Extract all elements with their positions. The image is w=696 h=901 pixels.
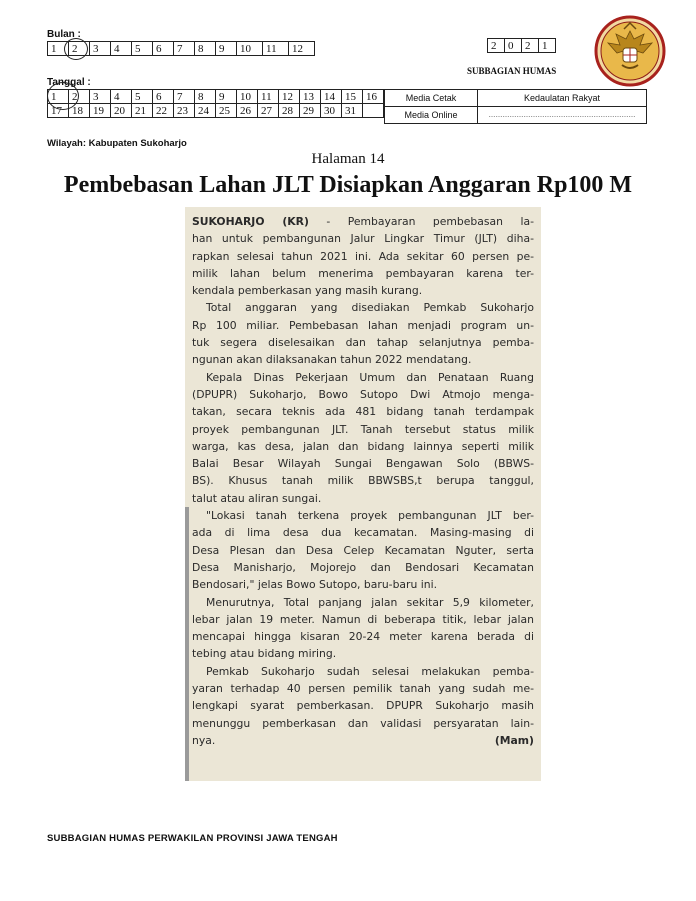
month-cell: 11 [263, 42, 289, 56]
article-line: nya. [192, 733, 216, 747]
article-line: Bendosari," jelas Bowo Sutopo, baru-baru ini. [192, 578, 438, 592]
article-body [192, 213, 534, 749]
date-cell: 14 [321, 90, 342, 104]
date-cell: 17 [48, 104, 69, 118]
date-cell: 25 [216, 104, 237, 118]
date-cell: 5 [132, 90, 153, 104]
date-cell: 4 [111, 90, 132, 104]
dateline: SUKOHARJO (KR) [192, 215, 309, 228]
month-cell: 2 [69, 42, 90, 56]
date-cell: 24 [195, 104, 216, 118]
date-cell: 31 [342, 104, 363, 118]
date-cell: 20 [111, 104, 132, 118]
article-line: Desa Manisharjo, Mojorejo dan Bendosari Kecamatan [192, 560, 534, 574]
media-table [384, 89, 647, 124]
year-digit: 2 [488, 39, 505, 53]
article-line: menunggu pemberkasan dan validasi persyaratan lain- [192, 716, 534, 730]
article-line: (DPUPR) Sukoharjo, Bowo Sutopo Dwi Atmojo menga- [192, 387, 534, 401]
article-line: Total anggaran yang disediakan Pemkab Sukoharjo [206, 301, 534, 315]
date-cell: 10 [237, 90, 258, 104]
tanggal-label: Tanggal : [47, 77, 91, 88]
month-cell: 4 [111, 42, 132, 56]
bulan-label: Bulan : [47, 29, 81, 40]
date-cell: 30 [321, 104, 342, 118]
article-line: ngunan akan dilaksanakan tahun 2022 mendatang. [192, 353, 472, 367]
date-cell: 13 [300, 90, 321, 104]
selected-date-circle [47, 82, 79, 110]
month-cell: 7 [174, 42, 195, 56]
footer-dept: SUBBAGIAN HUMAS PERWAKILAN PROVINSI JAWA TENGAH [47, 833, 338, 844]
date-cell: 11 [258, 90, 279, 104]
date-cell: 23 [174, 104, 195, 118]
month-cell: 1 [48, 42, 69, 56]
date-cell: 9 [216, 90, 237, 104]
article-line: Desa Plesan dan Desa Celep Kecamatan Nguter, serta [192, 543, 534, 557]
month-cell: 12 [289, 42, 315, 56]
date-cell: 7 [174, 90, 195, 104]
article-line: Menurutnya, Total panjang jalan sekitar 5,9 kilometer, [206, 595, 534, 609]
author-initials: (Mam) [494, 733, 534, 747]
date-cell: 12 [279, 90, 300, 104]
headline: Pembebasan Lahan JLT Disiapkan Anggaran Rp100 M [63, 172, 633, 198]
newspaper-clipping [185, 207, 541, 781]
article-line: BS). Khusus tanah milik BBWSBS,t berupa tanggul, [192, 474, 534, 488]
date-cell: 21 [132, 104, 153, 118]
year-digit: 1 [539, 39, 556, 53]
wilayah-label: Wilayah: Kabupaten Sukoharjo [47, 138, 187, 149]
month-cell: 9 [216, 42, 237, 56]
article-line: mencapai hingga kisaran 20-24 meter karena berada di [192, 630, 534, 644]
date-cell: 15 [342, 90, 363, 104]
media-online-value: ……………………………………………………… [478, 107, 647, 124]
garuda-pancasila-emblem-icon [594, 15, 666, 87]
selected-month-circle [64, 38, 88, 60]
dept-label: SUBBAGIAN HUMAS [467, 66, 557, 76]
date-cell: 6 [153, 90, 174, 104]
article-line: Pemkab Sukoharjo sudah selesai melakukan pemba- [206, 664, 534, 678]
clipping-edge-shadow [185, 507, 189, 781]
article-line: tuk segera diselesaikan dan tahap selanjutnya pemba- [192, 336, 534, 350]
article-line: Kepala Dinas Pekerjaan Umum dan Penataan Ruang [206, 370, 534, 384]
lead-text: - Pembayaran pembebasan la- [326, 215, 534, 228]
date-cell: 22 [153, 104, 174, 118]
article-line: talut atau aliran sungai. [192, 491, 322, 505]
date-cell: 28 [279, 104, 300, 118]
date-cell: 1 [48, 90, 69, 104]
month-cell: 10 [237, 42, 263, 56]
month-cell: 8 [195, 42, 216, 56]
date-cell: 2 [69, 90, 90, 104]
article-line: yaran terhadap 40 persen pemilik tanah yang sudah me- [192, 682, 534, 696]
article-line-lead [192, 213, 534, 230]
media-cetak-value: Kedaulatan Rakyat [478, 90, 647, 107]
article-line: warga, kas desa, jalan dan bidang lainnya seperti milik [192, 439, 534, 453]
article-line: proyek pembangunan JLT. Tanah tersebut status milik [192, 422, 534, 436]
date-cell: 18 [69, 104, 90, 118]
article-line: "Lokasi tanah terkena proyek pembangunan JLT ber- [206, 509, 534, 523]
article-line: Rp 100 miliar. Pembebasan lahan menjadi program un- [192, 318, 534, 332]
article-line: tebing atau bidang miring. [192, 647, 337, 661]
article-line: Balai Besar Wilayah Sungai Bengawan Solo (BBWS- [192, 457, 534, 471]
month-cell: 6 [153, 42, 174, 56]
month-cell: 3 [90, 42, 111, 56]
date-cell: 8 [195, 90, 216, 104]
media-cetak-label: Media Cetak [385, 90, 478, 107]
year-digit: 0 [505, 39, 522, 53]
date-cell: 26 [237, 104, 258, 118]
article-line: rapkan selesai tahun 2021 ini. Ada sekitar 60 persen pe- [192, 249, 534, 263]
date-cell: 16 [363, 90, 384, 104]
date-cell: 3 [90, 90, 111, 104]
media-online-label: Media Online [385, 107, 478, 124]
year-digit: 2 [522, 39, 539, 53]
article-line: takan, secara teknis ada 481 bidang tanah terdampak [192, 405, 534, 419]
month-cell: 5 [132, 42, 153, 56]
article-line: ada di lima desa dua kecamatan. Masing-masing di [192, 526, 534, 540]
article-line: lebar jalan 19 meter. Namun di beberapa titik, lebar jalan [192, 612, 534, 626]
article-line: kendala pemberkasan yang masih kurang. [192, 284, 423, 298]
date-grid [47, 89, 384, 118]
year-grid [487, 38, 556, 53]
article-line: milik lahan belum menerima pembayaran karena ter- [192, 266, 534, 280]
date-cell: 27 [258, 104, 279, 118]
page-number: Halaman 14 [311, 151, 385, 167]
date-cell: 19 [90, 104, 111, 118]
article-line: lengkapi syarat pemberkasan. DPUPR Sukoharjo masih [192, 699, 534, 713]
date-cell [363, 104, 384, 118]
date-cell: 29 [300, 104, 321, 118]
article-line: han untuk pembangunan Jalur Lingkar Timur (JLT) diha- [192, 232, 534, 246]
